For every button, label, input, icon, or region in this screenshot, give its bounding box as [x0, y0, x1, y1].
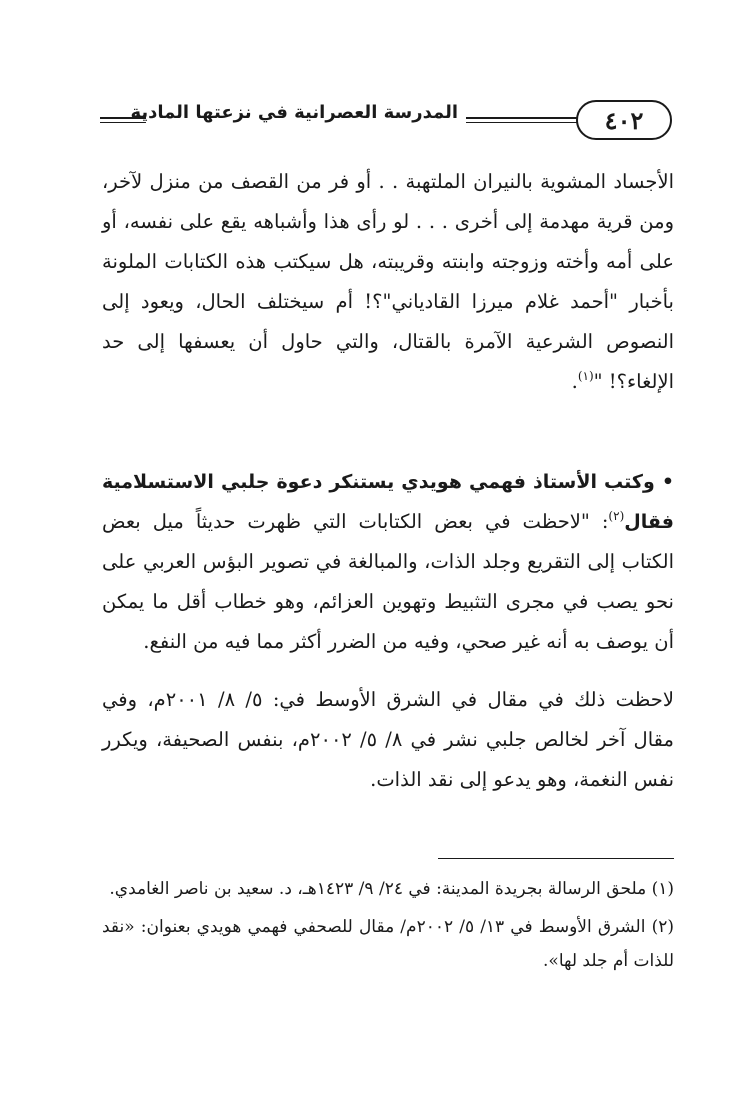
footnote-2: (٢) الشرق الأوسط في ١٣/ ٥/ ٢٠٠٢م/ مقال للصحفي فهمي هويدي بعنوان: «نقد للذات أم جلد لها».: [102, 917, 674, 971]
running-title: المدرسة العصرانية في نزعتها المادية: [130, 102, 458, 123]
paragraph-2-heading: • وكتب الأستاذ فهمي هويدي يستنكر دعوة جلبي الاستسلامية فقال: [102, 471, 674, 533]
body-text: [102, 162, 674, 800]
running-header: [100, 96, 672, 146]
footnote-1: (١) ملحق الرسالة بجريدة المدينة: في ٢٤/ ٩/ ١٤٢٣هـ، د. سعيد بن ناصر الغامدي.: [109, 879, 674, 899]
footnote-ref-2: (٢): [608, 509, 625, 523]
footnote-separator: [438, 858, 674, 859]
paragraph-1-end: .: [571, 370, 578, 393]
paragraph-2: [102, 462, 674, 662]
footnote-ref-1: (١): [577, 369, 594, 383]
header-rule-left: [100, 117, 146, 119]
paragraph-2-text: : "لاحظت في بعض الكتابات التي ظهرت حديثاً ميل بعض الكتاب إلى التقريع وجلد الذات، والمبالغة في تصوير البؤس العربي على نحو يصب في مجرى التثبيط وتهوين العزائم، وهو خطاب أقل ما يمكن أن يوصف به أنه غير صحي، وفيه من الضرر أكثر مما فيه من النفع.: [102, 510, 674, 653]
footnotes: [102, 872, 674, 978]
paragraph-3: لاحظت ذلك في مقال في الشرق الأوسط في: ٥/ ٨/ ٢٠٠١م، وفي مقال آخر لخالص جلبي نشر في ٨/ ٥/ ٢٠٠٢م، بنفس الصحيفة، ويكرر نفس النغمة، وهو يدعو إلى نقد الذات.: [102, 688, 674, 791]
header-rule-right: [466, 117, 578, 119]
paragraph-1-text: الأجساد المشوية بالنيران الملتهبة . . أو فر من القصف من منزل لآخر، ومن قرية مهدمة إلى أخرى . . . لو رأى هذا وأشباهه يقع على نفسه، أو على أمه وأخته وزوجته وابنته وقريبته، هل سيكتب هذه الكتابات الملونة بأخبار "أحمد غلام ميرزا القادياني"؟! أم سيختلف الحال، ويعود إلى النصوص الشرعية الآمرة بالقتال، والتي حاول أن يعسفها إلى حد الإلغاء؟! ": [102, 170, 674, 393]
paragraph-1: [102, 162, 674, 442]
page-number: ٤٠٢: [576, 100, 672, 140]
